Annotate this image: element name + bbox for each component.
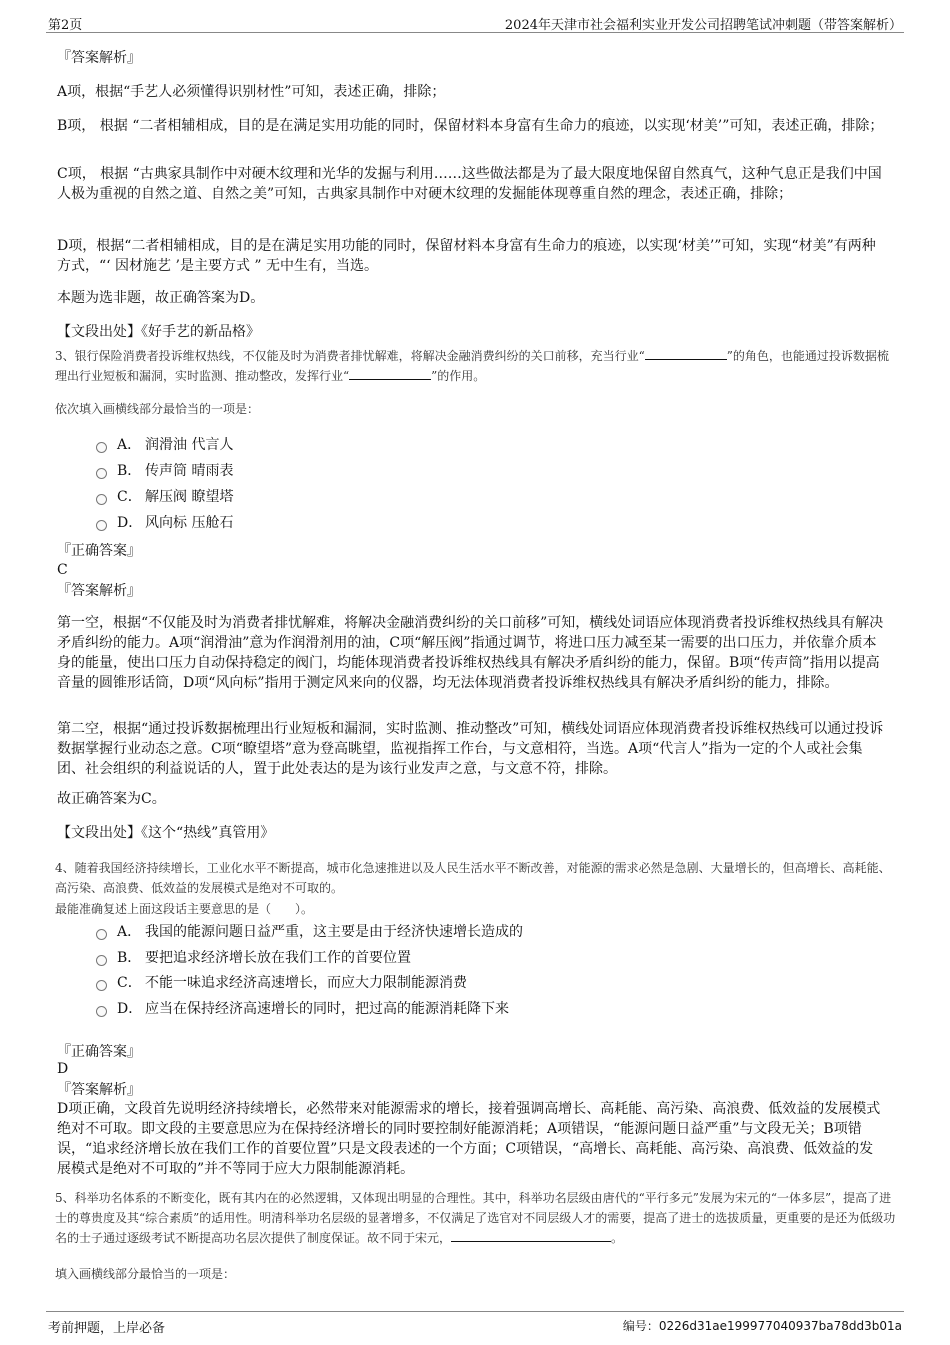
q3-correct-answer: C bbox=[57, 562, 68, 578]
document-title: 2024年天津市社会福利实业开发公司招聘笔试冲刺题（带答案解析） bbox=[504, 18, 902, 33]
page-header bbox=[46, 10, 904, 33]
q4-prompt: 最能准确复述上面这段话主要意思的是（ ）。 bbox=[55, 902, 314, 916]
q3-option-b[interactable]: B． 传声筒 晴雨表 bbox=[96, 461, 233, 481]
q5-stem: 5、科举功名体系的不断变化，既有其内在的必然逻辑，又体现出明显的合理性。其中，科举功名层级由唐代的“平行多元”发展为宋元的“一体多层”，提高了进士的尊贵度及其“综合素质”的适用性。明清科举功名层级的显著增多，不仅满足了选官对不同层级人才的需要，提高了进士的选拔质量，更重要的是还为低级功名的士子通过逐级考试不断提高功名层次提供了制度保证。故不同于宋元， 。 bbox=[55, 1191, 896, 1245]
q5-prompt: 填入画横线部分最恰当的一项是： bbox=[55, 1267, 236, 1281]
q4-option-a[interactable]: A． 我国的能源问题日益严重，这主要是由于经济快速增长造成的 bbox=[96, 922, 523, 942]
q4-option-d[interactable]: D． 应当在保持经济高速增长的同时，把过高的能源消耗降下来 bbox=[96, 999, 509, 1019]
q2-analysis-c: C项， 根据 “古典家具制作中对硬木纹理和光华的发掘与利用……这些做法都是为了最大限度地保留自然真气，这种气息正是我们中国人极为重视的自然之道、自然之美”可知，古典家具制作中对硬木纹理的发掘能体现尊重自然的理念，表述正确，排除； bbox=[57, 166, 882, 202]
q4-analysis: D项正确，文段首先说明经济持续增长，必然带来对能源需求的增长，接着强调高增长、高耗能、高污染、高浪费、低效益的发展模式绝对不可取。即文段的主要意思应为在保持经济增长的同时要控制好能源消耗；A项错误，“能源问题日益严重”与文段无关；B项错误，“追求经济增长放在我们工作的首要位置”只是文段表述的一个方面；C项错误，“高增长、高耗能、高污染、高浪费、低效益的发展模式是绝对不可取的”并不等同于应大力限制能源消耗。 bbox=[57, 1101, 881, 1177]
q3-correct-label: 『正确答案』 bbox=[57, 543, 141, 559]
q4-stem: 4、随着我国经济持续增长，工业化水平不断提高，城市化急速推进以及人民生活水平不断改善，对能源的需求必然是急剧、大量增长的，但高增长、高耗能、高污染、高浪费、低效益的发展模式是绝对不可取的。 bbox=[55, 861, 891, 895]
q2-analysis-d: D项，根据“二者相辅相成，目的是在满足实用功能的同时，保留材料本身富有生命力的痕迹，以实现‘材美’”可知，实现“材美”有两种方式，“‘ 因材施艺 ’是主要方式 ” 无中生有，当选。 bbox=[57, 238, 876, 274]
q4-option-c[interactable]: C． 不能一味追求经济高速增长，而应大力限制能源消费 bbox=[96, 973, 467, 993]
footer-slogan: 考前押题，上岸必备 bbox=[48, 1321, 166, 1336]
q3-analysis-label: 『答案解析』 bbox=[57, 583, 141, 599]
page-number: 第2页 bbox=[48, 18, 83, 33]
q2-analysis-b: B项， 根据 “二者相辅相成，目的是在满足实用功能的同时，保留材料本身富有生命力的痕迹，以实现‘材美’”可知，表述正确，排除； bbox=[57, 118, 884, 134]
q3-conclusion: 故正确答案为C。 bbox=[57, 791, 166, 807]
q2-conclusion: 本题为选非题，故正确答案为D。 bbox=[57, 290, 265, 306]
page-footer bbox=[46, 1311, 904, 1336]
radio-icon[interactable] bbox=[96, 1006, 107, 1017]
q3-analysis-2: 第二空，根据“通过投诉数据梳理出行业短板和漏洞，实时监测、推动整改”可知，横线处词语应体现消费者投诉维权热线可以通过投诉数据掌握行业动态之意。C项“瞭望塔”意为登高眺望，监视指挥工作台，与文意相符，当选。A项“代言人”指为一定的个人或社会集团、社会组织的利益说话的人，置于此处表达的是为该行业发声之意，与文意不符，排除。 bbox=[57, 721, 884, 777]
radio-icon[interactable] bbox=[96, 929, 107, 940]
q3-option-c[interactable]: C． 解压阀 瞭望塔 bbox=[96, 487, 233, 507]
q3-option-a[interactable]: A． 润滑油 代言人 bbox=[96, 435, 233, 455]
q3-analysis-1: 第一空，根据“不仅能及时为消费者排忧解难，将解决金融消费纠纷的关口前移”可知，横线处词语应体现消费者投诉维权热线具有解决矛盾纠纷的能力。A项“润滑油”意为作润滑剂用的油，C项“解压阀”指通过调节，将进口压力减至某一需要的出口压力，并依靠介质本身的能量，使出口压力自动保持稳定的阀门，均能体现消费者投诉维权热线具有解决矛盾纠纷的能力，保留。B项“传声筒”指用以提高音量的圆锥形话筒，D项“风向标”指用于测定风来向的仪器，均无法体现消费者投诉维权热线具有解决矛盾纠纷的能力，排除。 bbox=[57, 615, 884, 691]
q2-analysis-label: 『答案解析』 bbox=[57, 50, 141, 66]
q3-blank-2 bbox=[349, 367, 431, 380]
document-code: 编号：0226d31ae199977040937ba78dd3b01a bbox=[622, 1319, 902, 1333]
radio-icon[interactable] bbox=[96, 494, 107, 505]
q4-analysis-label: 『答案解析』 bbox=[57, 1082, 141, 1098]
radio-icon[interactable] bbox=[96, 520, 107, 531]
q2-analysis-a: A项，根据“手艺人必须懂得识别材性”可知，表述正确，排除； bbox=[57, 84, 446, 100]
radio-icon[interactable] bbox=[96, 468, 107, 479]
radio-icon[interactable] bbox=[96, 442, 107, 453]
q4-correct-answer: D bbox=[57, 1061, 69, 1077]
q4-correct-label: 『正确答案』 bbox=[57, 1044, 141, 1060]
q4-option-b[interactable]: B． 要把追求经济增长放在我们工作的首要位置 bbox=[96, 948, 411, 968]
q3-prompt: 依次填入画横线部分最恰当的一项是： bbox=[55, 402, 260, 416]
q3-blank-1 bbox=[645, 347, 727, 360]
radio-icon[interactable] bbox=[96, 980, 107, 991]
q2-source: 【文段出处】《好手艺的新品格》 bbox=[57, 324, 260, 340]
q5-blank bbox=[451, 1229, 611, 1242]
q3-option-d[interactable]: D． 风向标 压舱石 bbox=[96, 513, 233, 533]
q3-stem: 3、银行保险消费者投诉维权热线，不仅能及时为消费者排忧解难，将解决金融消费纠纷的关口前移，充当行业“ ”的角色，也能通过投诉数据梳理出行业短板和漏洞，实时监测、推动整改，发挥行业“ ”的作用。 bbox=[55, 349, 889, 383]
radio-icon[interactable] bbox=[96, 955, 107, 966]
q3-source: 【文段出处】《这个“热线”真管用》 bbox=[57, 825, 275, 841]
